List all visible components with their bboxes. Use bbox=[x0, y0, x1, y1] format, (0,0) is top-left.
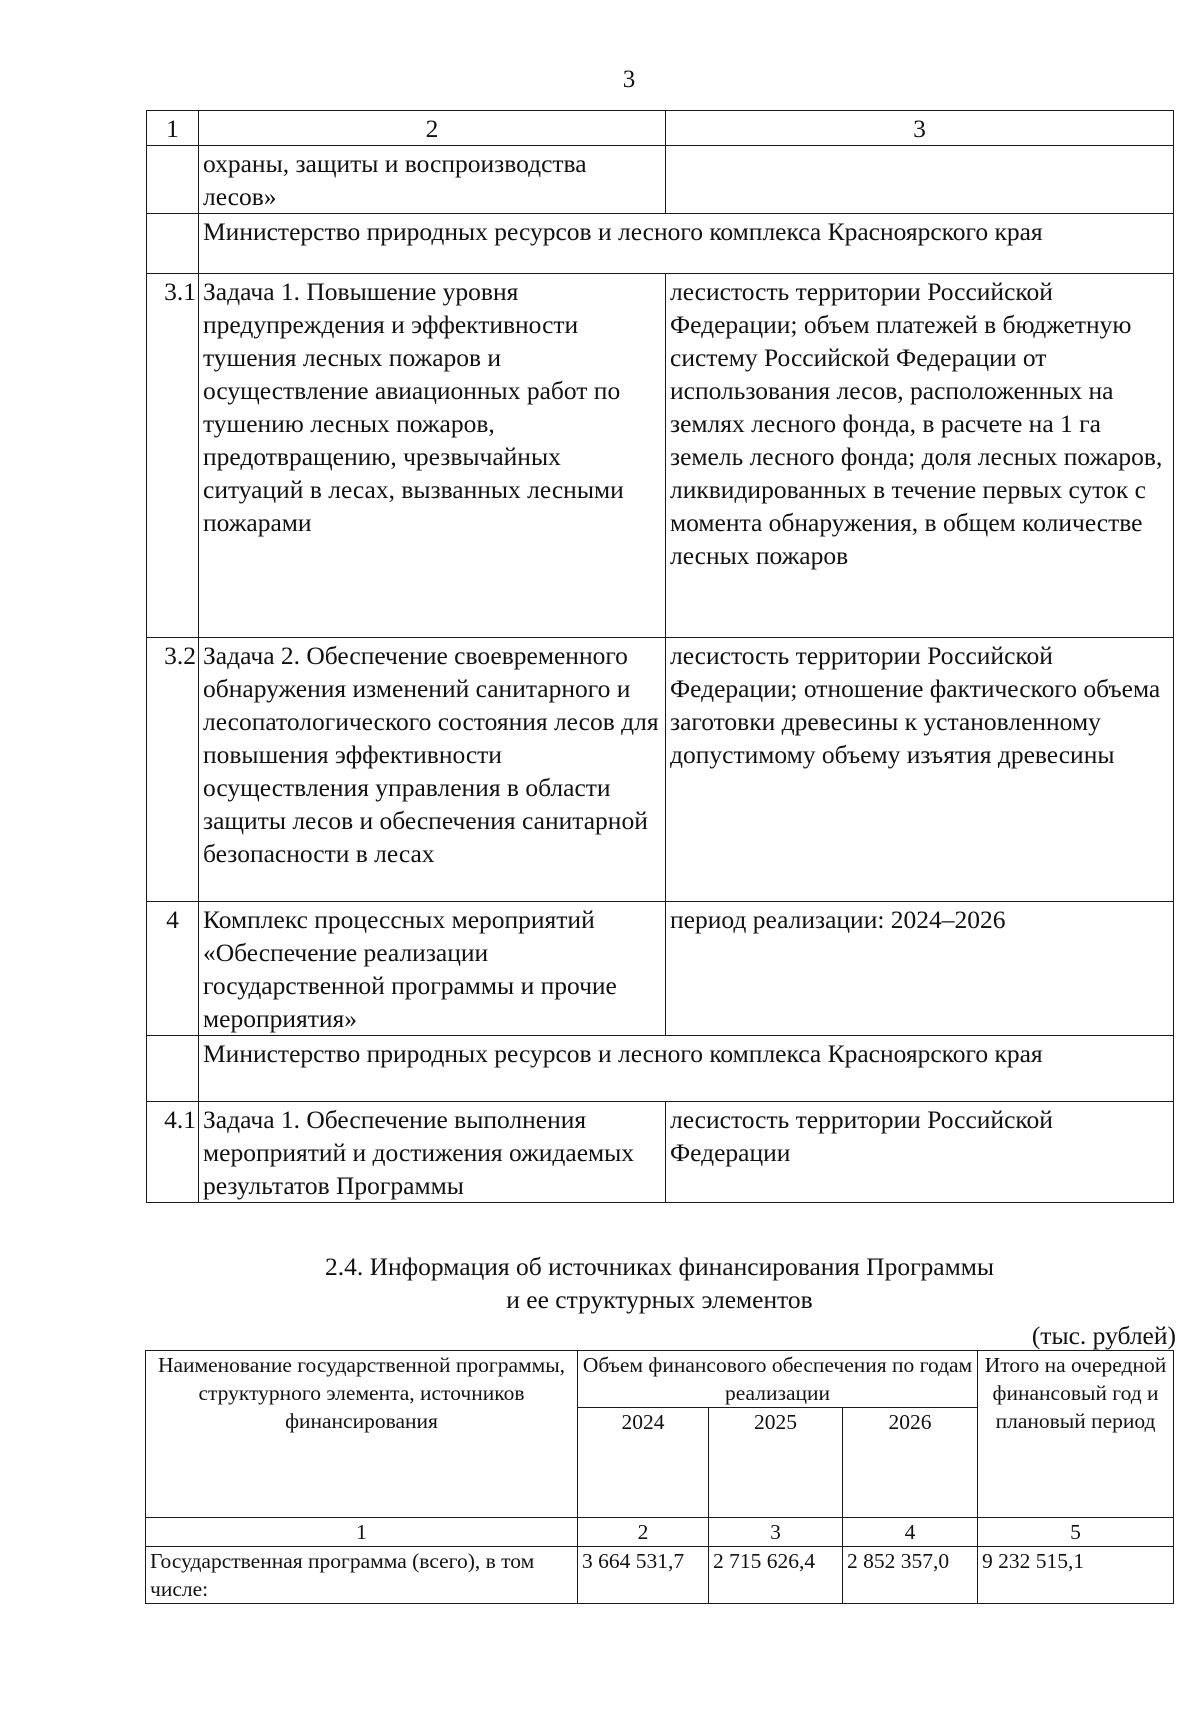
goals-table-header bbox=[147, 111, 1174, 146]
row-description: Задача 1. Повышение уровня предупреждения и эффективности тушения лесных пожаров и осуществление авиационных работ по тушению лесных пожаров, предотвращению, чрезвычайных ситуаций в лесах, вызванных лесными пожарами bbox=[199, 274, 666, 638]
program-name: Государственная программа (всего), в том числе: bbox=[146, 1547, 578, 1604]
row-number bbox=[147, 146, 199, 214]
row-number bbox=[147, 1036, 199, 1102]
table-row bbox=[147, 638, 1174, 902]
unit-label: (тыс. рублей) bbox=[1031, 1321, 1176, 1350]
column-number: 4 bbox=[843, 1518, 978, 1547]
header-volume: Объем финансового обеспечения по годам реализации bbox=[578, 1351, 978, 1408]
table-row bbox=[147, 1102, 1174, 1203]
column-number: 5 bbox=[978, 1518, 1174, 1547]
value-2026: 2 852 357,0 bbox=[843, 1547, 978, 1604]
table-row bbox=[147, 1036, 1174, 1102]
value-2024: 3 664 531,7 bbox=[578, 1547, 709, 1604]
responsible-executor: Министерство природных ресурсов и лесного комплекса Красноярского края bbox=[199, 214, 1174, 274]
section-title-line: и ее структурных элементов bbox=[506, 1285, 813, 1314]
table-row bbox=[147, 146, 1174, 214]
financing-header-row bbox=[146, 1351, 1174, 1408]
row-number bbox=[147, 214, 199, 274]
row-number: 3.1 bbox=[147, 274, 199, 638]
page-number: 3 bbox=[622, 66, 636, 93]
header-year: 2025 bbox=[709, 1408, 843, 1518]
row-indicators: лесистость территории Российской Федерации; объем платежей в бюджетную систему Российской Федерации от использования лесов, расположенных на землях лесного фонда, в расчете на 1 га земель лесного фонда; доля лесных пожаров, ликвидированных в течение первых суток с момента обнаружения, в общем количестве лесных пожаров bbox=[666, 274, 1174, 638]
financing-table bbox=[145, 1350, 1174, 1604]
section-title-line: 2.4. Информация об источниках финансирования Программы bbox=[324, 1252, 995, 1281]
row-description: Комплекс процессных мероприятий «Обеспечение реализации государственной программы и прочие мероприятия» bbox=[199, 902, 666, 1036]
header-cell: 1 bbox=[147, 111, 199, 146]
row-indicators: лесистость территории Российской Федерации; отношение фактического объема заготовки древесины к установленному допустимому объему изъятия древесины bbox=[666, 638, 1174, 902]
table-row bbox=[147, 274, 1174, 638]
column-number: 1 bbox=[146, 1518, 578, 1547]
value-2025: 2 715 626,4 bbox=[709, 1547, 843, 1604]
row-indicators: лесистость территории Российской Федерации bbox=[666, 1102, 1174, 1203]
header-year: 2026 bbox=[843, 1408, 978, 1518]
value-total: 9 232 515,1 bbox=[978, 1547, 1174, 1604]
table-row bbox=[147, 902, 1174, 1036]
column-number: 3 bbox=[709, 1518, 843, 1547]
row-description: Задача 2. Обеспечение своевременного обнаружения изменений санитарного и лесопатологического состояния лесов для повышения эффективности осуществления управления в области защиты лесов и обеспечения санитарной безопасности в лесах bbox=[199, 638, 666, 902]
column-number: 2 bbox=[578, 1518, 709, 1547]
row-number: 4.1 bbox=[147, 1102, 199, 1203]
row-number: 3.2 bbox=[147, 638, 199, 902]
row-indicators: период реализации: 2024–2026 bbox=[666, 902, 1174, 1036]
header-cell: 2 bbox=[199, 111, 666, 146]
header-cell: 3 bbox=[666, 111, 1174, 146]
responsible-executor: Министерство природных ресурсов и лесного комплекса Красноярского края bbox=[199, 1036, 1174, 1102]
row-number: 4 bbox=[147, 902, 199, 1036]
row-description: охраны, защиты и воспроизводства лесов» bbox=[199, 146, 666, 214]
table-row bbox=[146, 1547, 1174, 1604]
section-title bbox=[146, 1250, 1173, 1316]
header-total: Итого на очередной финансовый год и плановый период bbox=[978, 1351, 1174, 1518]
row-indicators bbox=[666, 146, 1174, 214]
row-description: Задача 1. Обеспечение выполнения мероприятий и достижения ожидаемых результатов Программы bbox=[199, 1102, 666, 1203]
header-year: 2024 bbox=[578, 1408, 709, 1518]
goals-table bbox=[146, 110, 1174, 1203]
table-row bbox=[147, 214, 1174, 274]
header-name: Наименование государственной программы, структурного элемента, источников финансирования bbox=[146, 1351, 578, 1518]
column-numbers-row bbox=[146, 1518, 1174, 1547]
